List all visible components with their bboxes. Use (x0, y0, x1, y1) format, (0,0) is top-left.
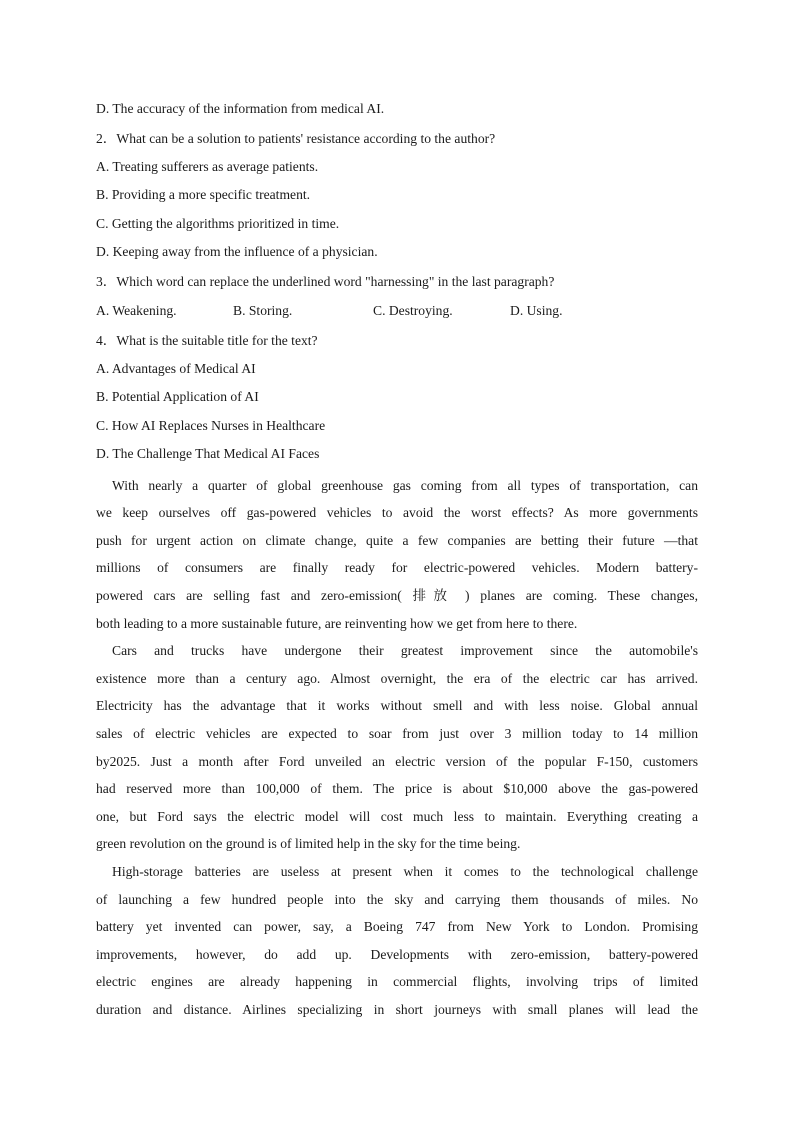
passage-line: Electricity has the advantage that it works without smell and with less noise. Global annual (96, 698, 698, 714)
q4-stem: 4．What is the suitable title for the text? (96, 332, 318, 348)
q4-option-a: A. Advantages of Medical AI (96, 361, 256, 377)
passage-line: duration and distance. Airlines specializing in short journeys with small planes will lead the (96, 1001, 698, 1017)
passage-line: by2025. Just a month after Ford unveiled an electric version of the popular F-150, customers (96, 753, 698, 769)
q3-option-d: D. Using. (510, 303, 563, 319)
q3-option-c: C. Destroying. (373, 303, 453, 319)
document-page (96, 94, 698, 1024)
passage-line: High-storage batteries are useless at present when it comes to the technological challenge (112, 863, 698, 879)
passage-line: of launching a few hundred people into the sky and carrying them thousands of miles. No (96, 891, 698, 907)
passage-line: both leading to a more sustainable future, are reinventing how we get from here to there. (96, 615, 578, 631)
passage-line: powered cars are selling fast and zero-emission( 排放 ) planes are coming. These changes, (96, 588, 698, 603)
passage-line: push for urgent action on climate change, quite a few companies are betting their future —that (96, 532, 698, 548)
passage-line: we keep ourselves off gas-powered vehicles to avoid the worst effects? As more governments (96, 505, 698, 521)
q4-option-b: B. Potential Application of AI (96, 389, 259, 405)
passage-line: battery yet invented can power, say, a Boeing 747 from New York to London. Promising (96, 919, 698, 935)
q2-option-c: C. Getting the algorithms prioritized in time. (96, 215, 340, 231)
passage-line: existence more than a century ago. Almost overnight, the era of the electric car has arrived. (96, 670, 698, 686)
passage-line: With nearly a quarter of global greenhouse gas coming from all types of transportation, can (112, 477, 698, 493)
q1-option-d: D. The accuracy of the information from medical AI. (96, 101, 385, 116)
passage-line: had reserved more than 100,000 of them. The price is about $10,000 above the gas-powered (96, 781, 698, 797)
passage-line: electric engines are already happening in commercial flights, involving trips of limited (96, 974, 698, 990)
q4-option-c: C. How AI Replaces Nurses in Healthcare (96, 417, 326, 433)
q3-option-b: B. Storing. (233, 303, 293, 319)
passage-line: millions of consumers are finally ready for electric-powered vehicles. Modern battery- (96, 560, 698, 576)
q4-option-d: D. The Challenge That Medical AI Faces (96, 446, 320, 462)
passage-paragraph-2 (96, 637, 698, 858)
passage-line: green revolution on the ground is of limited help in the sky for the time being. (96, 836, 521, 852)
passage-paragraph-1 (96, 472, 698, 638)
q3-stem: 3．Which word can replace the underlined word "harnessing" in the last paragraph? (96, 273, 555, 289)
passage-line: sales of electric vehicles are expected to soar from just over 3 million today to 14 million (96, 725, 698, 741)
q2-stem: 2．What can be a solution to patients' resistance according to the author? (96, 130, 496, 146)
passage-paragraph-3 (96, 858, 698, 1024)
q2-option-a: A. Treating sufferers as average patients. (96, 159, 319, 174)
passage-line: improvements, however, do add up. Developments with zero-emission, battery-powered (96, 946, 698, 962)
passage-line: one, but Ford says the electric model will cost much less to maintain. Everything creating a (96, 808, 698, 824)
q3-options (96, 296, 698, 326)
q3-option-a: A. Weakening. (96, 303, 177, 319)
passage-line: Cars and trucks have undergone their greatest improvement since the automobile's (112, 643, 698, 659)
q2-option-d: D. Keeping away from the influence of a physician. (96, 244, 378, 260)
q2-option-b: B. Providing a more specific treatment. (96, 187, 311, 203)
